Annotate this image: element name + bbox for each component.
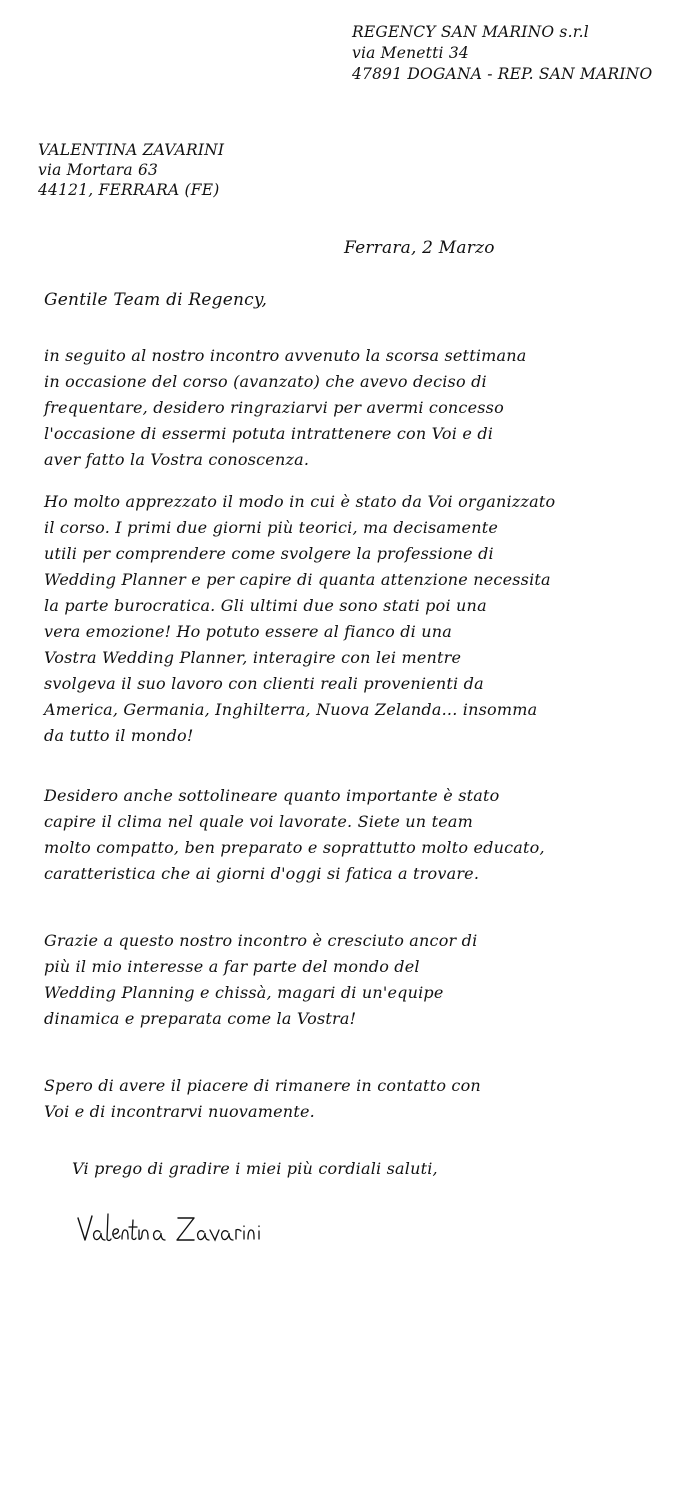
paragraph-line: la parte burocratica. Gli ultimi due sono stati poi una: [44, 596, 487, 615]
paragraph-line: America, Germania, Inghilterra, Nuova Zelanda... insomma: [44, 700, 538, 719]
sender-line-street: via Mortara 63: [38, 161, 159, 179]
paragraph-line: utili per comprendere come svolgere la professione di: [44, 544, 494, 563]
letter-greeting: Gentile Team di Regency,: [44, 290, 268, 310]
paragraph-line: Grazie a questo nostro incontro è cresciuto ancor di: [44, 931, 478, 950]
recipient-line-company: REGENCY SAN MARINO s.r.l: [352, 23, 589, 41]
paragraph-line: aver fatto la Vostra conoscenza.: [44, 450, 310, 469]
paragraph-line: vera emozione! Ho potuto essere al fianco di una: [44, 622, 453, 641]
paragraph-line: l'occasione di essermi potuta intrattenere con Voi e di: [44, 424, 494, 443]
paragraph-line: in seguito al nostro incontro avvenuto la scorsa settimana: [44, 346, 527, 365]
paragraph-line: in occasione del corso (avanzato) che avevo deciso di: [44, 372, 487, 391]
signature-scribble: [76, 1210, 266, 1250]
body-paragraph-5: [44, 1073, 664, 1125]
paragraph-line: frequentare, desidero ringraziarvi per avermi concesso: [44, 398, 504, 417]
recipient-line-street: via Menetti 34: [352, 44, 469, 62]
paragraph-line: Spero di avere il piacere di rimanere in contatto con: [44, 1076, 481, 1095]
paragraph-line: Desidero anche sottolineare quanto importante è stato: [44, 786, 500, 805]
sender-line-city: 44121, FERRARA (FE): [38, 181, 220, 199]
paragraph-line: Voi e di incontrarvi nuovamente.: [44, 1102, 315, 1121]
sender-line-name: VALENTINA ZAVARINI: [38, 141, 225, 159]
paragraph-line: Vostra Wedding Planner, interagire con lei mentre: [44, 648, 462, 667]
closing-salutation: Vi prego di gradire i miei più cordiali saluti,: [72, 1159, 438, 1178]
paragraph-line: il corso. I primi due giorni più teorici, ma decisamente: [44, 518, 499, 537]
recipient-address: [352, 22, 674, 85]
paragraph-line: Wedding Planning e chissà, magari di un'equipe: [44, 983, 444, 1002]
body-paragraph-3: [44, 783, 664, 887]
sender-address: [38, 140, 298, 200]
handwritten-signature: [76, 1210, 266, 1250]
letter-date: Ferrara, 2 Marzo: [344, 238, 495, 258]
paragraph-line: capire il clima nel quale voi lavorate. Siete un team: [44, 812, 474, 831]
paragraph-line: Wedding Planner e per capire di quanta attenzione necessita: [44, 570, 551, 589]
paragraph-line: dinamica e preparata come la Vostra!: [44, 1009, 357, 1028]
recipient-line-city: 47891 DOGANA - REP. SAN MARINO: [352, 65, 653, 83]
paragraph-line: da tutto il mondo!: [44, 726, 194, 745]
paragraph-line: caratteristica che ai giorni d'oggi si fatica a trovare.: [44, 864, 480, 883]
paragraph-line: Ho molto apprezzato il modo in cui è stato da Voi organizzato: [44, 492, 556, 511]
paragraph-line: più il mio interesse a far parte del mondo del: [44, 957, 420, 976]
paragraph-line: molto compatto, ben preparato e soprattutto molto educato,: [44, 838, 545, 857]
body-paragraph-4: [44, 928, 664, 1032]
body-paragraph-2: [44, 489, 664, 749]
paragraph-line: svolgeva il suo lavoro con clienti reali provenienti da: [44, 674, 484, 693]
body-paragraph-1: [44, 343, 664, 473]
